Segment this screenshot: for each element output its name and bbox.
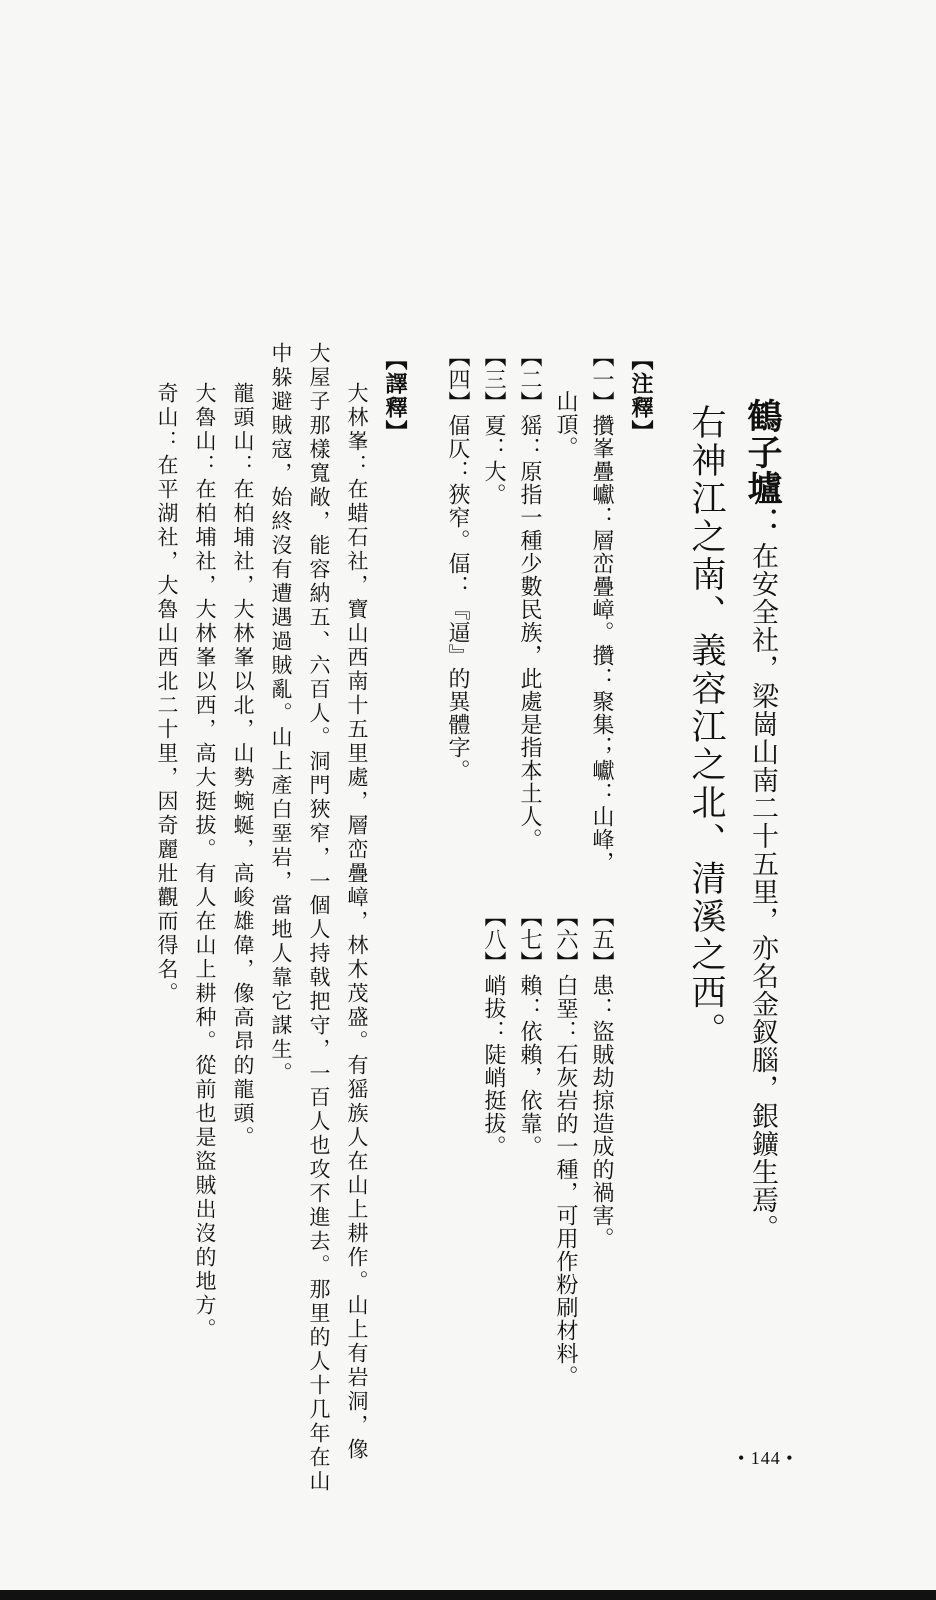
note-item-5: 【五】患：盜賊劫掠造成的禍害。 — [589, 905, 614, 1250]
note-item-1: 【一】攢峯疊巘：層峦疊嶂。攢：聚集；巘：山峰， — [589, 345, 614, 874]
bottom-scan-edge — [0, 1590, 936, 1600]
entry-heading-line — [742, 398, 783, 1242]
note-item-7: 【七】賴：依賴，依靠。 — [517, 905, 542, 1158]
entry-location-line: 右神江之南、義容江之北、清溪之西。 — [686, 404, 726, 1050]
translation-header: 【譯釋】 — [382, 348, 408, 444]
note-item-4: 【四】偪仄：狹窄。偪：『逼』的異體字。 — [445, 345, 470, 782]
translation-line-2: 大屋子那樣寬敞，能容納五、六百人。洞門狹窄，一個人持戟把守，一百人也攻不進去。那里的人十几年在山 — [307, 342, 331, 1494]
page-number: • 144 • — [738, 1448, 794, 1468]
note-item-8: 【八】峭拔：陡峭挺拔。 — [481, 905, 506, 1158]
entry-description: 在安全社，梁崗山南二十五里，亦名金釵腦，銀鑛生焉。 — [747, 542, 778, 1242]
translation-line-4: 龍頭山：在柏埔社，大林峯以北，山勢蜿蜒，高峻雄偉，像高昂的龍頭。 — [231, 382, 255, 1150]
note-item-3: 【三】夏：大。 — [481, 345, 506, 506]
note-item-6: 【六】白堊：石灰岩的一種，可用作粉刷材料。 — [553, 905, 578, 1388]
note-item-1-cont: 山頂。 — [553, 390, 578, 459]
translation-line-5: 大魯山：在柏埔社，大林峯以西，高大挺拔。有人在山上耕种。從前也是盜賊出沒的地方。 — [193, 382, 217, 1342]
note-item-2: 【二】猺：原指一種少數民族，此處是指本土人。 — [517, 345, 542, 851]
entry-term: 鶴子壚 — [742, 398, 783, 506]
translation-line-1: 大林峯：在蜡石社，寶山西南十五里處，層峦疊嶂，林木茂盛。有猺族人在山上耕作。山上有岩洞，像 — [345, 382, 369, 1462]
entry-colon: ： — [742, 506, 782, 542]
notes-header: 【注釋】 — [628, 348, 654, 444]
translation-line-6: 奇山：在平湖社，大魯山西北二十里，因奇麗壯觀而得名。 — [155, 382, 179, 1006]
translation-line-3: 中躲避賊寇，始終沒有遭遇過賊亂。山上產白堊岩，當地人靠它謀生。 — [269, 342, 293, 1086]
